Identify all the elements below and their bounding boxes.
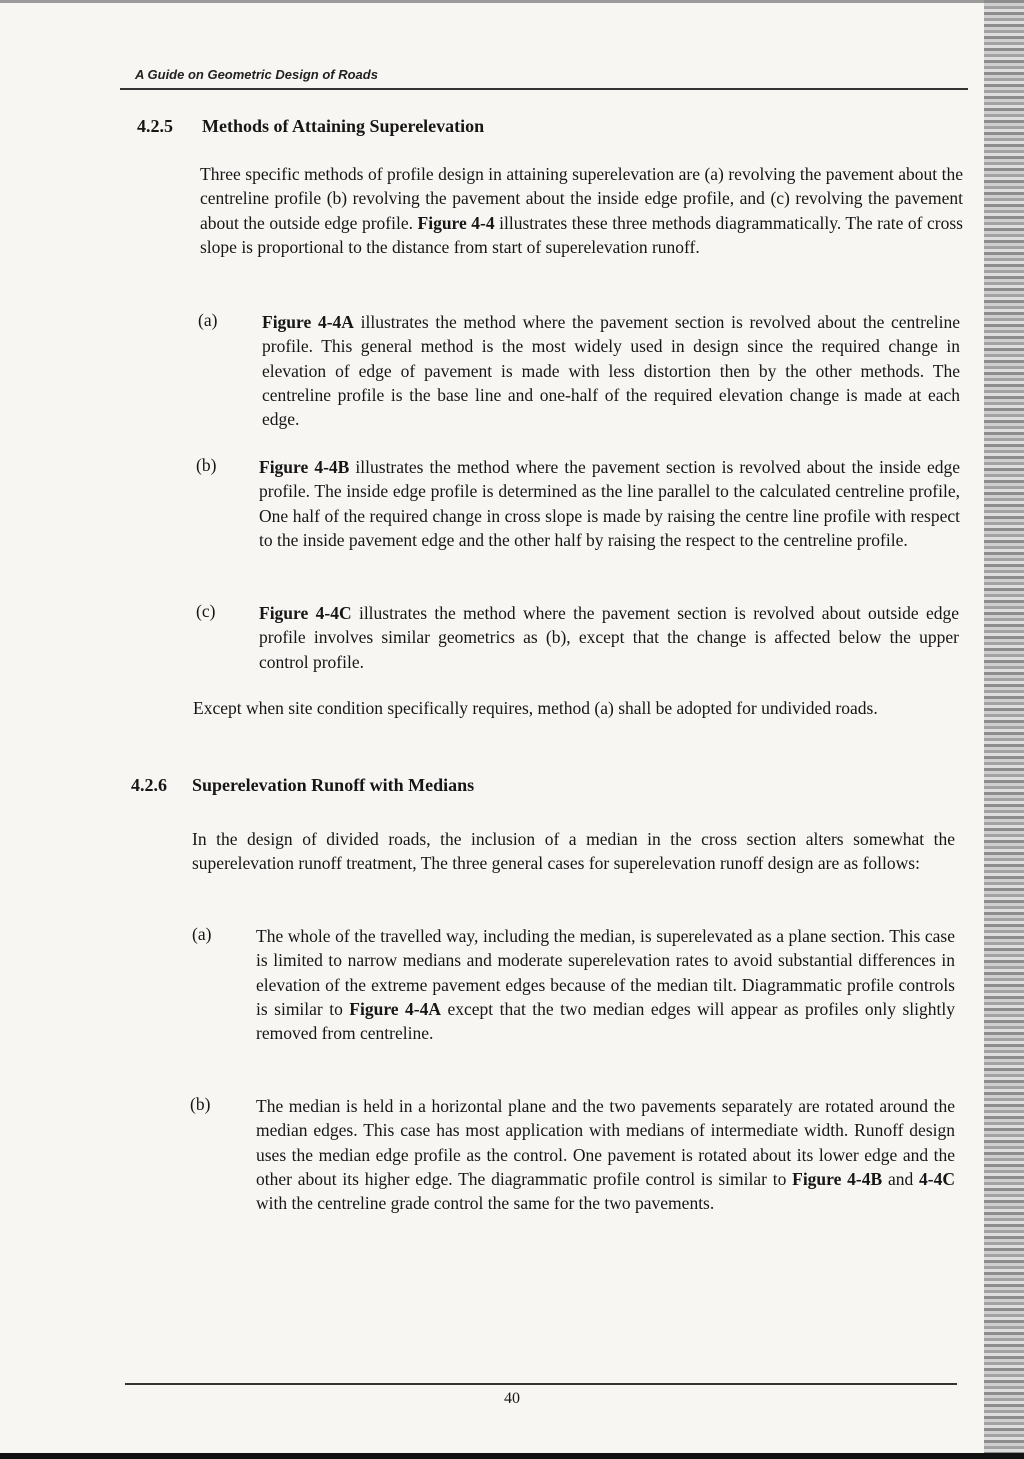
case-a-paragraph: The whole of the travelled way, including the median, is superelevated as a plane section. This case is limited to narrow medians and moderate superelevation rates to avoid substantial differences in elevation of the extreme pavement edges because of the median tilt. Diagrammatic profile controls is similar to Figure 4-4A except that the two median edges will appear as profiles only slightly removed from centreline. <box>256 926 955 1044</box>
figure-reference: Figure 4-4B <box>259 457 350 477</box>
section-number-4-2-5: 4.2.5 <box>137 116 173 136</box>
item-label-c: (c) <box>196 601 216 621</box>
figure-reference: Figure 4-4 <box>417 212 495 233</box>
top-scan-edge <box>0 0 1024 3</box>
header-rule <box>120 88 968 90</box>
section-title-4-2-5: Methods of Attaining Superelevation <box>202 116 485 136</box>
figure-reference: Figure 4-4B <box>792 1168 883 1189</box>
section-number-4-2-6: 4.2.6 <box>131 775 167 795</box>
method-c-paragraph: Figure 4-4C illustrates the method where the pavement section is revolved about outside edge profile involves similar geometrics as (b), except that the change is affected below the upper control profile. <box>259 603 959 672</box>
section-4-2-5-closing: Except when site condition specifically requires, method (a) shall be adopted for undivided roads. <box>193 698 878 718</box>
figure-reference: Figure 4-4A <box>262 312 354 332</box>
case-label-b: (b) <box>190 1094 211 1114</box>
method-a-paragraph: Figure 4-4A illustrates the method where the pavement section is revolved about the centreline profile. This general method is the most widely used in design since the required change in elevation of edge of pavement is made with less distortion then by the other methods. The centreline profile is the base line and one-half of the required elevation change is made at each edge. <box>262 312 961 430</box>
page-number: 40 <box>504 1390 520 1407</box>
spiral-binding-strip <box>984 0 1024 1459</box>
section-4-2-6-intro: In the design of divided roads, the inclusion of a median in the cross section alters somewhat the superelevation runoff treatment, The three general cases for superelevation runoff design are as follows: <box>192 829 955 874</box>
bottom-scan-edge <box>0 1453 1024 1459</box>
figure-reference: 4-4C <box>919 1168 955 1189</box>
running-header: A Guide on Geometric Design of Roads <box>135 67 378 82</box>
case-b-paragraph: The median is held in a horizontal plane and the two pavements separately are rotated around the median edges. This case has most application with medians of intermediate width. Runoff design uses the median edge profile as the control. One pavement is rotated about its lower edge and the other about its higher edge. The diagrammatic profile control is similar to Figure 4-4B and 4-4C with the centreline grade control the same for the two pavements. <box>256 1096 955 1214</box>
footer-rule <box>125 1383 957 1385</box>
figure-reference: Figure 4-4A <box>349 998 441 1019</box>
case-label-a: (a) <box>192 924 212 944</box>
item-label-a: (a) <box>198 310 218 330</box>
figure-reference: Figure 4-4C <box>259 603 352 623</box>
item-label-b: (b) <box>196 455 217 475</box>
method-b-paragraph: Figure 4-4B illustrates the method where the pavement section is revolved about the inside edge profile. The inside edge profile is determined as the line parallel to the calculated centreline profile, One half of the required change in cross slope is made by raising the centre line profile with respect to the inside pavement edge and the other half by raising the respect to the centreline profile. <box>259 457 960 550</box>
section-4-2-5-intro: Three specific methods of profile design in attaining superelevation are (a) revolving the pavement about the centreline profile (b) revolving the pavement about the inside edge profile, and (c) revolving the pavement about the outside edge profile. Figure 4-4 illustrates these three methods diagrammatically. The rate of cross slope is proportional to the distance from start of superelevation runoff. <box>200 164 963 257</box>
section-title-4-2-6: Superelevation Runoff with Medians <box>192 775 475 795</box>
